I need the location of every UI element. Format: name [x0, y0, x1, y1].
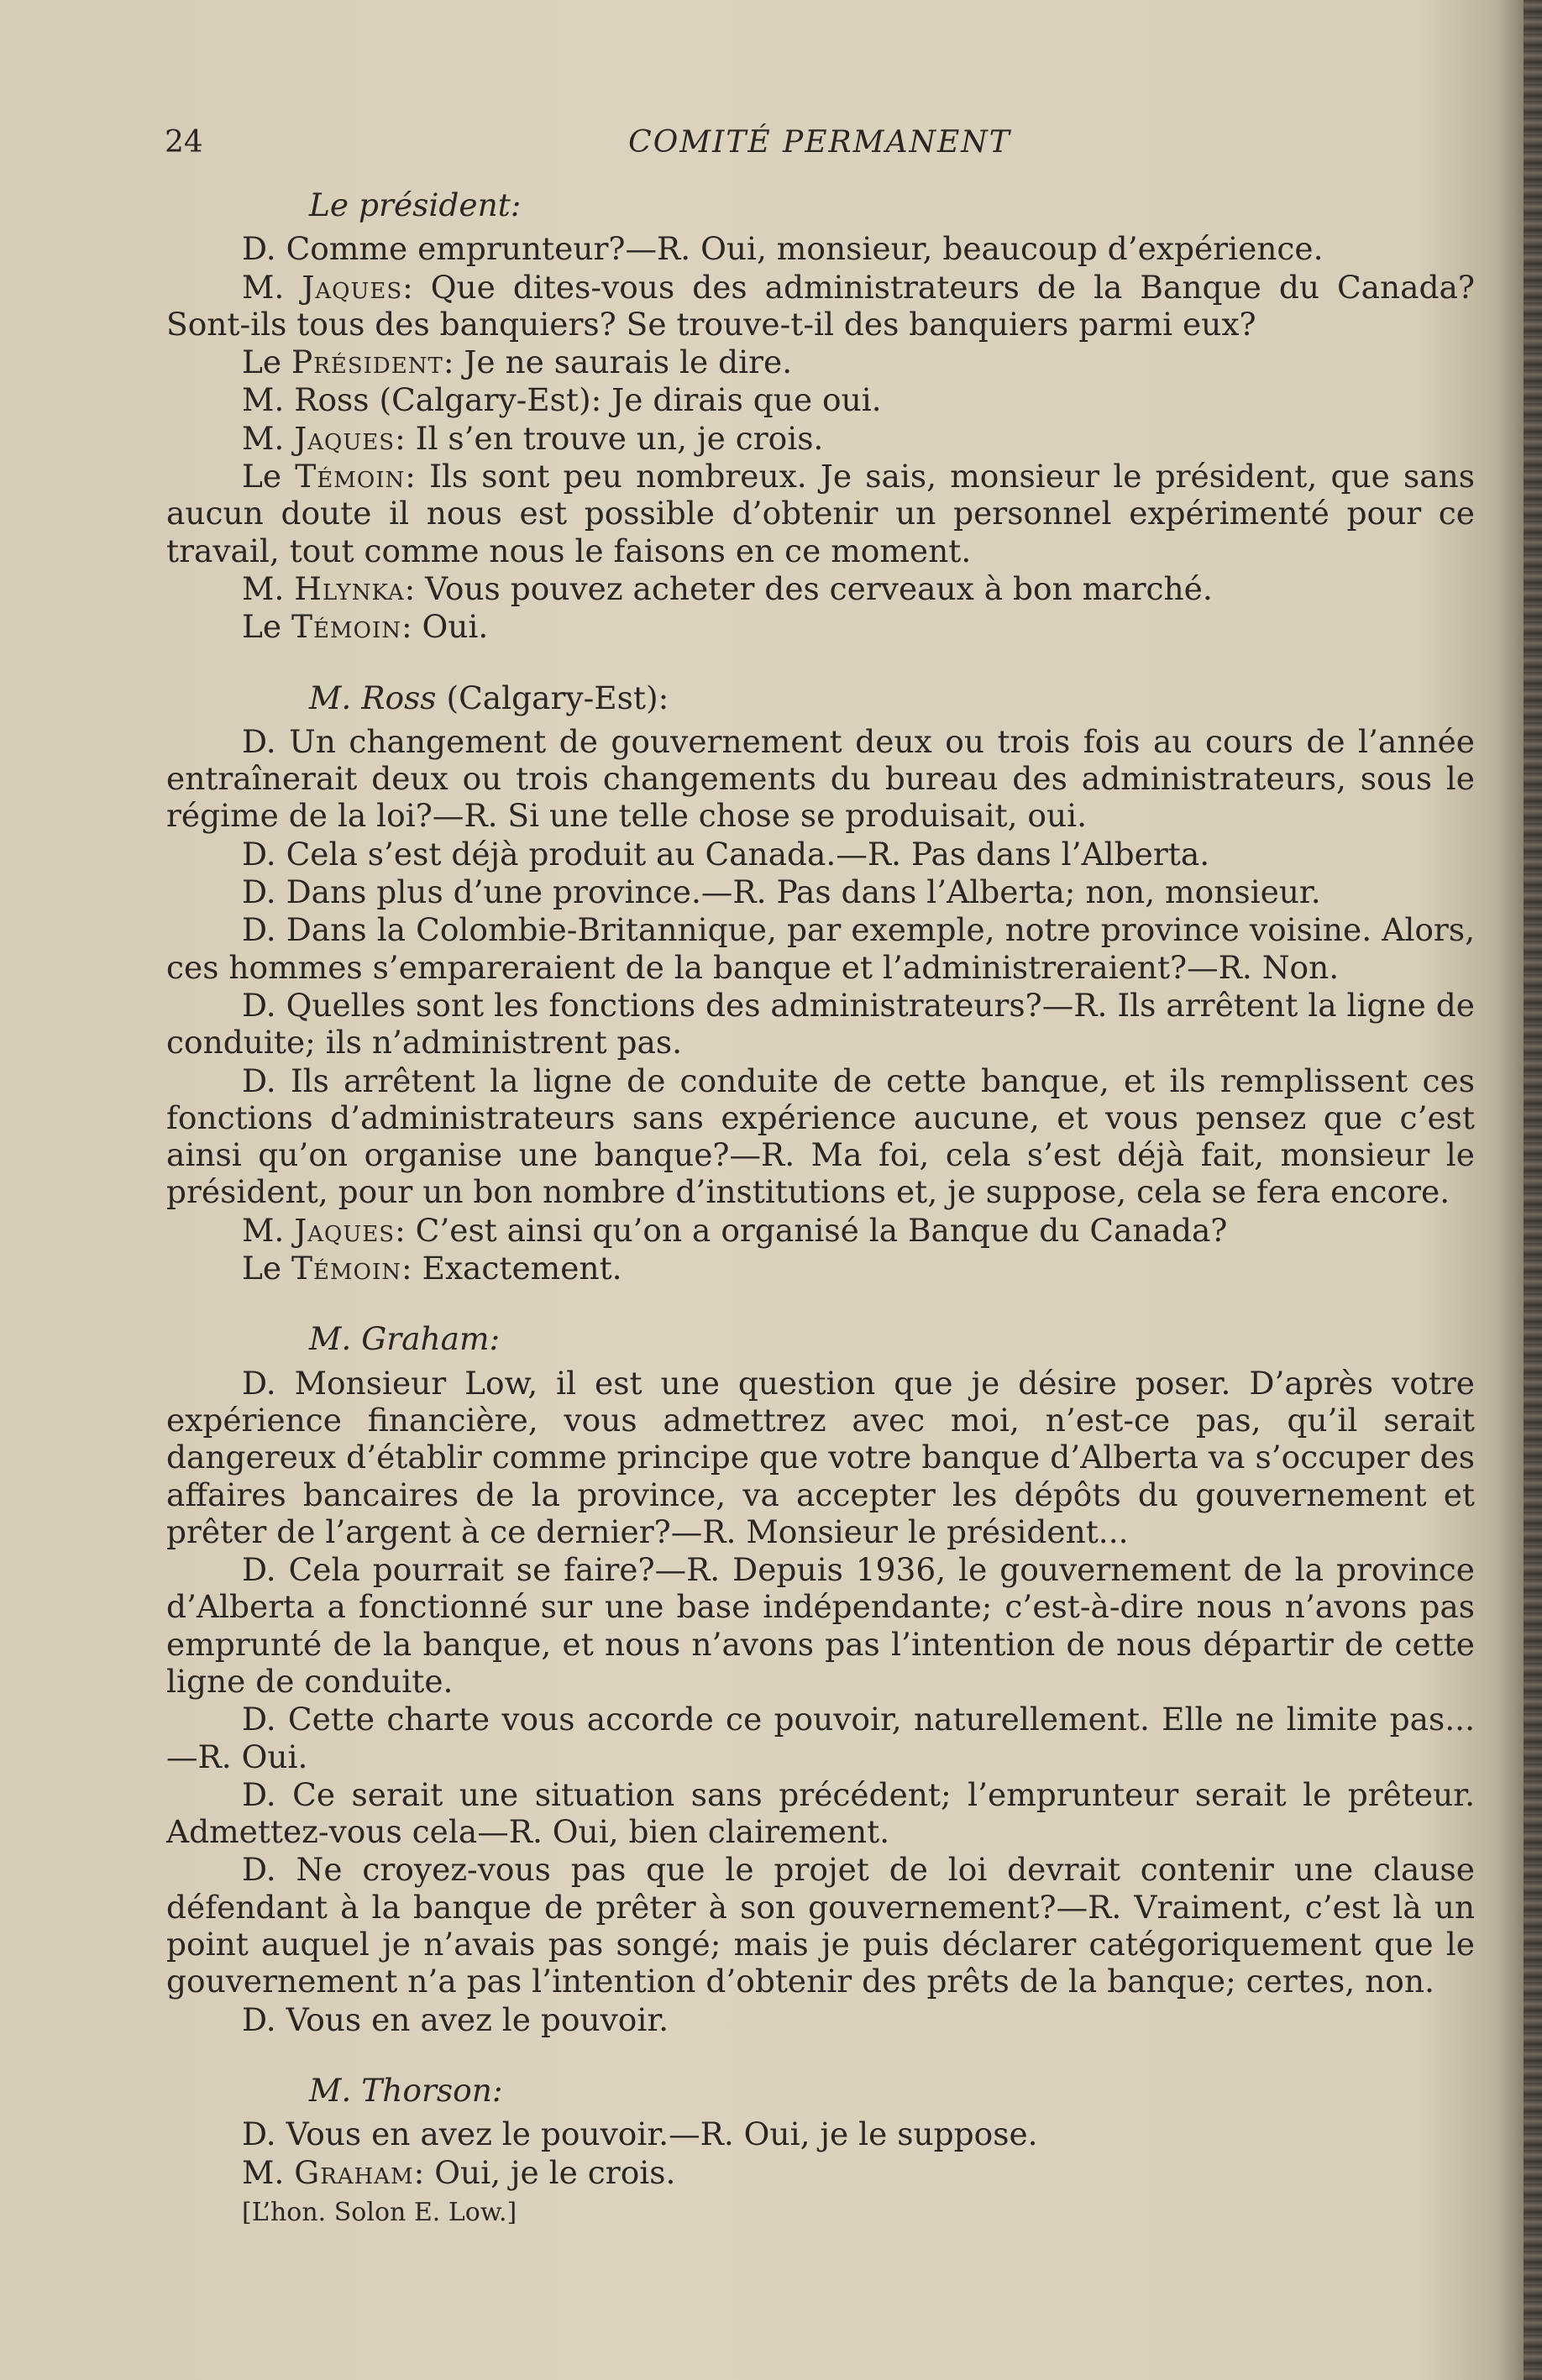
- statement: Le Président: Je ne saurais le dire.: [242, 343, 793, 381]
- question-answer: D. Vous en avez le pouvoir.—R. Oui, je le suppose.: [242, 2115, 1038, 2153]
- question-answer: D. Ce serait une situation sans précédent; l’emprunteur serait le prêteur. Admettez-vous cela—R. Oui, bien clairement.: [166, 1775, 1475, 1851]
- running-title: COMITÉ PERMANENT: [628, 125, 1011, 160]
- speaker-name: Jaques: [294, 1211, 396, 1249]
- statement: M. Jaques: Que dites-vous des administrateurs de la Banque du Canada? Sont-ils tous des banquiers? Se trouve-t-il des banquiers parmi eux?: [166, 268, 1475, 343]
- statement: Le Témoin: Oui.: [242, 608, 489, 646]
- page-number: 24: [165, 125, 203, 160]
- statement: M. Jaques: Il s’en trouve un, je crois.: [242, 419, 824, 457]
- transcript-body: [166, 186, 1475, 2230]
- speaker-heading: M. Thorson:: [309, 2071, 503, 2109]
- speaker-name: Président: [291, 343, 443, 381]
- question-answer: D. Cette charte vous accorde ce pouvoir, naturellement. Elle ne limite pas...—R. Oui.: [166, 1701, 1475, 1775]
- speaker-heading: Le président:: [309, 186, 522, 223]
- speaker-name: Témoin: [295, 458, 406, 495]
- question-answer: D. Un changement de gouvernement deux ou trois fois au cours de l’année entraînerait deux ou trois changements du bureau des administrateurs, sous le régime de la loi?—R. Si une telle chose se produisait, oui.: [166, 722, 1475, 835]
- statement: Le Témoin: Ils sont peu nombreux. Je sais, monsieur le président, que sans aucun doute il nous est possible d’obtenir un personnel expérimenté pour ce travail, tout comme nous le faisons en ce moment.: [166, 458, 1476, 569]
- question-answer: D. Ne croyez-vous pas que le projet de loi devrait contenir une clause défendant à la banque de prêter à son gouvernement?—R. Vraiment, c’est là un point auquel je n’avais pas songé; mais je puis déclarer catégoriquement que le gouvernement n’a pas l’intention d’obtenir des prêts de la banque; certes, non.: [166, 1851, 1475, 2000]
- page-edge: [1524, 0, 1542, 2380]
- question-answer: D. Dans la Colombie-Britannique, par exemple, notre province voisine. Alors, ces hommes s’empareraient de la banque et l’administreraient?—R. Non.: [166, 911, 1475, 986]
- statement: M. Jaques: C’est ainsi qu’on a organisé la Banque du Canada?: [242, 1211, 1228, 1249]
- question-answer: D. Monsieur Low, il est une question que je désire poser. D’après votre expérience financière, vous admettrez avec moi, n’est-ce pas, qu’il serait dangereux d’établir comme principe que votre banque d’Alberta va s’occuper des affaires bancaires de la province, va accepter les dépôts du gouvernement et prêter de l’argent à ce dernier?—R. Monsieur le président...: [166, 1364, 1475, 1550]
- speaker-heading: M. Graham:: [309, 1320, 501, 1358]
- question-answer: D. Comme emprunteur?—R. Oui, monsieur, beaucoup d’expérience.: [242, 230, 1324, 268]
- question-answer: D. Vous en avez le pouvoir.: [242, 2000, 669, 2038]
- speaker-name: Jaques: [302, 268, 403, 306]
- statement: M. Graham: Oui, je le crois.: [242, 2153, 676, 2191]
- question-answer: D. Cela pourrait se faire?—R. Depuis 1936, le gouvernement de la province d’Alberta a fonctionné sur une base indépendante; c’est-à-dire nous n’avons pas emprunté de la banque, et nous n’avons pas l’intention de nous départir de cette ligne de conduite.: [166, 1551, 1475, 1700]
- speaker-name: Ross: [294, 381, 370, 419]
- question-answer: D. Dans plus d’une province.—R. Pas dans l’Alberta; non, monsieur.: [242, 873, 1321, 911]
- speaker-heading: M. Ross (Calgary-Est):: [309, 679, 669, 716]
- statement: M. Hlynka: Vous pouvez acheter des cerveaux à bon marché.: [242, 569, 1213, 607]
- question-answer: D. Quelles sont les fonctions des administrateurs?—R. Ils arrêtent la ligne de conduite; ils n’administrent pas.: [166, 986, 1475, 1062]
- footer-attribution: [L’hon. Solon E. Low.]: [242, 2197, 517, 2227]
- speaker-name: Témoin: [291, 608, 401, 646]
- speaker-name: Graham: [294, 2153, 414, 2191]
- speaker-name: Jaques: [294, 419, 396, 457]
- speaker-name: Témoin: [291, 1250, 401, 1287]
- statement: M. Ross (Calgary-Est): Je dirais que oui.: [242, 381, 882, 419]
- question-answer: D. Cela s’est déjà produit au Canada.—R. Pas dans l’Alberta.: [242, 835, 1210, 873]
- statement: Le Témoin: Exactement.: [242, 1250, 622, 1287]
- page-header: [165, 118, 1475, 168]
- speaker-name: Hlynka: [294, 569, 405, 607]
- question-answer: D. Ils arrêtent la ligne de conduite de cette banque, et ils remplissent ces fonctions d’administrateurs sans expérience aucune, et vous pensez que c’est ainsi qu’on organise une banque?—R. Ma foi, cela s’est déjà fait, monsieur le président, pour un bon nombre d’institutions et, je suppose, cela se fera encore.: [166, 1062, 1475, 1211]
